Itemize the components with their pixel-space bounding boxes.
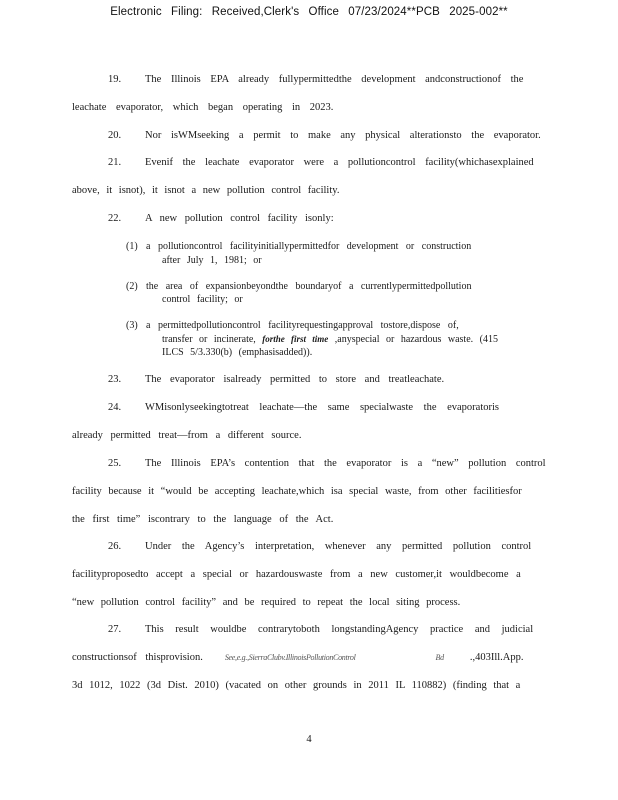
para-27-line-3: 3d 1012, 1022 (3d Dist. 2010) (vacated on other grounds in 2011 IL 110882) (finding that a <box>72 680 521 691</box>
quote-item-2-line-2: control facility; or <box>162 294 243 305</box>
para-25-line-2: facility because it “would be accepting leachate,which isa special waste, from other facilitiesfor <box>72 486 522 497</box>
case-citation: See,e.g.,SierraClubv.IllinoisPollutionControl <box>224 653 356 662</box>
quote-item-3-number: (3) <box>126 320 138 331</box>
para-26-line-2: facilityproposedto accept a special or hazardouswaste from a new customer,it wouldbecome a <box>72 569 521 580</box>
para-20-number: 20. <box>108 130 122 141</box>
para-27-line-2a: constructionsof thisprovision. <box>72 652 203 663</box>
quote-item-3-line-3: ILCS 5/3.330(b) (emphasisadded)). <box>162 347 313 358</box>
filing-stamp-header: Electronic Filing: Received,Clerk's Office 07/23/2024**PCB 2025-002** <box>110 6 508 18</box>
para-23-line-1: The evaporator isalready permitted to store and treatleachate. <box>145 374 445 385</box>
para-27-line-2 <box>72 652 524 663</box>
emphasis-text: forthe first time <box>262 334 329 344</box>
para-23-number: 23. <box>108 374 122 385</box>
case-citation-bd: Bd <box>435 653 444 662</box>
para-19-line-1: The Illinois EPA already fullypermittedthe development andconstructionof the <box>145 74 524 85</box>
para-21-line-2: above, it isnot), it isnot a new pollution control facility. <box>72 185 340 196</box>
para-24-line-2: already permitted treat—from a different source. <box>72 430 302 441</box>
quote-item-3-line-2a: transfer or incinerate, <box>162 334 256 345</box>
para-24-line-1: WMisonlyseekingtotreat leachate—the same specialwaste the evaporatoris <box>145 402 500 413</box>
para-27-number: 27. <box>108 624 122 635</box>
para-25-line-3: the first time” iscontrary to the language of the Act. <box>72 514 334 525</box>
quote-item-3-line-1: a permittedpollutioncontrol facilityrequestingapproval tostore,dispose of, <box>146 320 459 331</box>
para-25-line-1: The Illinois EPA’s contention that the evaporator is a “new” pollution control <box>145 458 546 469</box>
para-24-number: 24. <box>108 402 122 413</box>
para-27-line-2b: .,403Ill.App. <box>469 652 524 663</box>
para-19-number: 19. <box>108 74 122 85</box>
para-26-line-1: Under the Agency’s interpretation, whenever any permitted pollution control <box>145 541 532 552</box>
para-26-line-3: “new pollution control facility” and be required to repeat the local siting process. <box>72 597 461 608</box>
quote-item-3-line-2 <box>162 334 498 345</box>
quote-item-1-line-2: after July 1, 1981; or <box>162 255 262 266</box>
para-25-number: 25. <box>108 458 122 469</box>
page-number: 4 <box>306 734 312 745</box>
para-19-line-2: leachate evaporator, which began operating in 2023. <box>72 102 334 113</box>
para-22-number: 22. <box>108 213 122 224</box>
quote-item-1-line-1: a pollutioncontrol facilityinitiallypermittedfor development or construction <box>146 241 472 252</box>
para-21-line-1: Evenif the leachate evaporator were a pollutioncontrol facility(whichasexplained <box>145 157 534 168</box>
quote-item-3-line-2b: ,anyspecial or hazardous waste. (415 <box>334 334 498 345</box>
para-21-number: 21. <box>108 157 122 168</box>
quote-item-2-line-1: the area of expansionbeyondthe boundaryof a currentlypermittedpollution <box>146 281 472 292</box>
para-22-line-1: A new pollution control facility isonly: <box>145 213 334 224</box>
para-26-number: 26. <box>108 541 122 552</box>
quote-item-1-number: (1) <box>126 241 138 252</box>
quote-item-2-number: (2) <box>126 281 138 292</box>
para-20-line-1: Nor isWMseeking a permit to make any physical alterationsto the evaporator. <box>145 130 541 141</box>
para-27-line-1: This result wouldbe contrarytoboth longstandingAgency practice and judicial <box>145 624 534 635</box>
